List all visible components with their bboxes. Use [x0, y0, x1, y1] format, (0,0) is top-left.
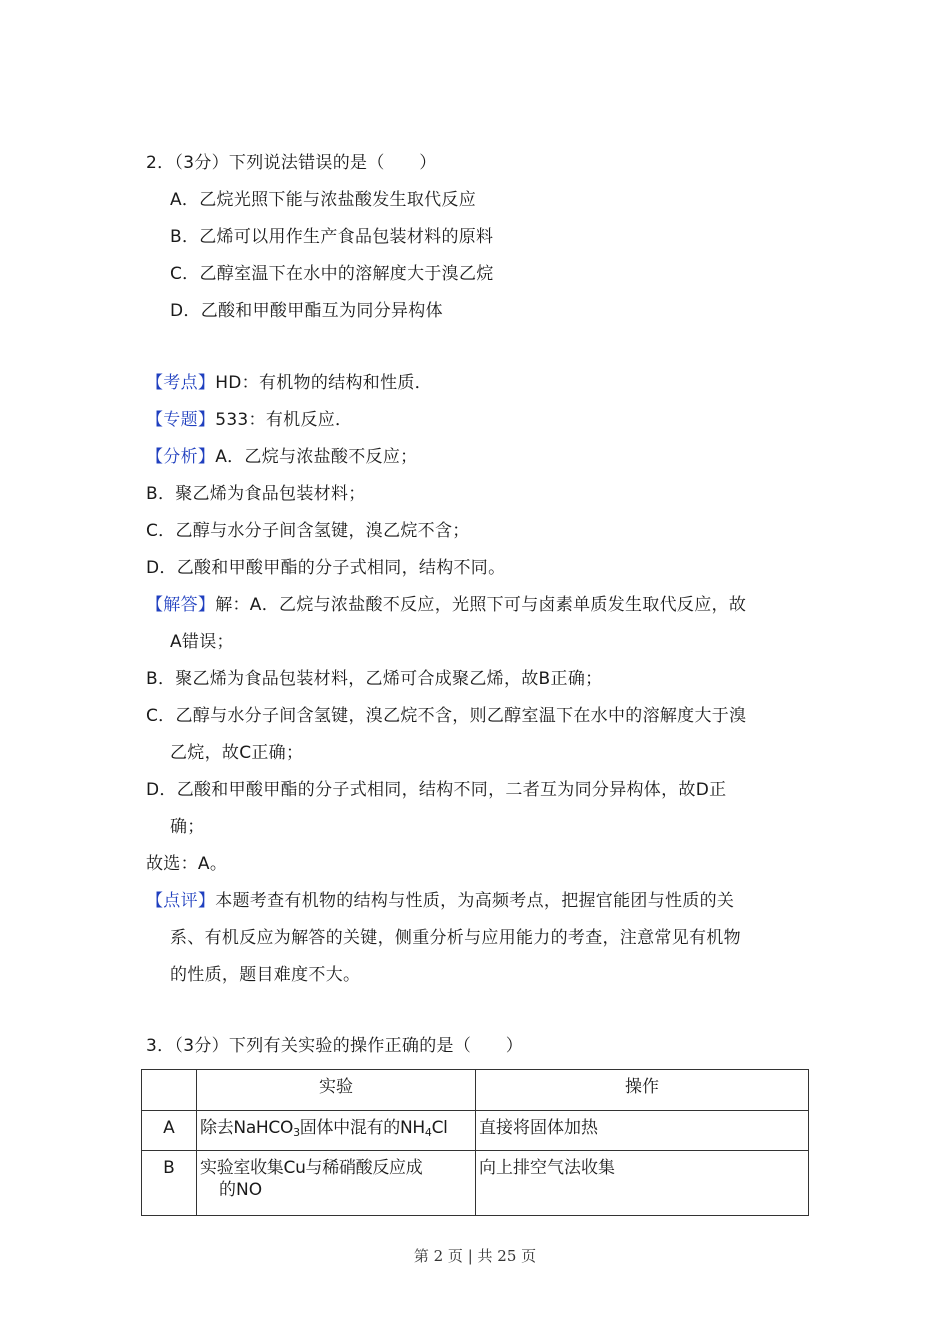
question-2-option-b: B．乙烯可以用作生产食品包装材料的原料 — [170, 227, 494, 247]
fenxi-line-c: C．乙醇与水分子间含氢键，溴乙烷不含； — [146, 521, 470, 541]
kaodian-tag: 【考点】 — [146, 373, 216, 393]
jieda-c-line1: C．乙醇与水分子间含氢键，溴乙烷不含，则乙醇室温下在水中的溶解度大于溴 — [146, 706, 747, 726]
question-2-stem: 2．（3分）下列说法错误的是（ ） — [146, 153, 437, 173]
jieda-a-line1: 解：A．乙烷与浓盐酸不反应，光照下可与卤素单质发生取代反应，故 — [215, 595, 747, 615]
table-header-row — [142, 1070, 809, 1111]
jieda-b-line: B．聚乙烯为食品包装材料，乙烯可合成聚乙烯，故B正确； — [146, 669, 603, 689]
jieda-tag: 【解答】 — [146, 595, 216, 615]
table-row-label: B — [142, 1151, 197, 1216]
table-header-operation: 操作 — [476, 1070, 809, 1111]
dianping-line3: 的性质，题目难度不大。 — [170, 965, 361, 985]
fenxi-line-d: D．乙酸和甲酸甲酯的分子式相同，结构不同。 — [146, 558, 506, 578]
fenxi-tag: 【分析】 — [146, 447, 216, 467]
table-header-blank — [142, 1070, 197, 1111]
jieda-d-line1: D．乙酸和甲酸甲酯的分子式相同，结构不同，二者互为同分异构体，故D正 — [146, 780, 727, 800]
table-row-operation: 直接将固体加热 — [476, 1111, 809, 1151]
jieda-d-line2: 确； — [170, 817, 205, 837]
fenxi-section — [146, 446, 417, 468]
dianping-section — [146, 890, 734, 912]
question-2-option-d: D．乙酸和甲酸甲酯互为同分异构体 — [170, 301, 443, 321]
fenxi-first-line: A．乙烷与浓盐酸不反应； — [215, 447, 418, 467]
fenxi-line-b: B．聚乙烯为食品包装材料； — [146, 484, 366, 504]
jieda-c-line2: 乙烷，故C正确； — [170, 743, 304, 763]
zhuanti-tag: 【专题】 — [146, 410, 216, 430]
question-3-stem: 3．（3分）下列有关实验的操作正确的是（ ） — [146, 1036, 524, 1056]
table-header-experiment: 实验 — [197, 1070, 476, 1111]
jieda-a-line2: A错误； — [170, 632, 234, 652]
zhuanti-text: 533：有机反应． — [215, 410, 353, 430]
question-2-option-a: A．乙烷光照下能与浓盐酸发生取代反应 — [170, 190, 477, 210]
table-row-experiment: 除去NaHCO$_3$固体中混有的$NH_4Cl$ — [197, 1111, 476, 1151]
table-row — [142, 1151, 809, 1216]
page-footer: 第 2 页 | 共 25 页 — [413, 1247, 537, 1265]
jieda-choice: 故选：A。 — [146, 854, 228, 874]
table-row-experiment: 实验室收集Cu与稀硝酸反应成 的NO — [197, 1151, 476, 1216]
jieda-section — [146, 594, 746, 616]
table-row-operation: 向上排空气法收集 — [476, 1151, 809, 1216]
zhuanti-section — [146, 409, 352, 431]
kaodian-text: HD：有机物的结构和性质． — [215, 373, 432, 393]
dianping-tag: 【点评】 — [146, 891, 216, 911]
dianping-line2: 系、有机反应为解答的关键，侧重分析与应用能力的考查，注意常见有机物 — [170, 928, 741, 948]
question-2-option-c: C．乙醇室温下在水中的溶解度大于溴乙烷 — [170, 264, 494, 284]
dianping-line1: 本题考查有机物的结构与性质，为高频考点，把握官能团与性质的关 — [215, 891, 735, 911]
table-row-label: A — [142, 1111, 197, 1151]
kaodian-section — [146, 372, 432, 394]
table-row — [142, 1111, 809, 1151]
question-3-table — [141, 1069, 809, 1216]
